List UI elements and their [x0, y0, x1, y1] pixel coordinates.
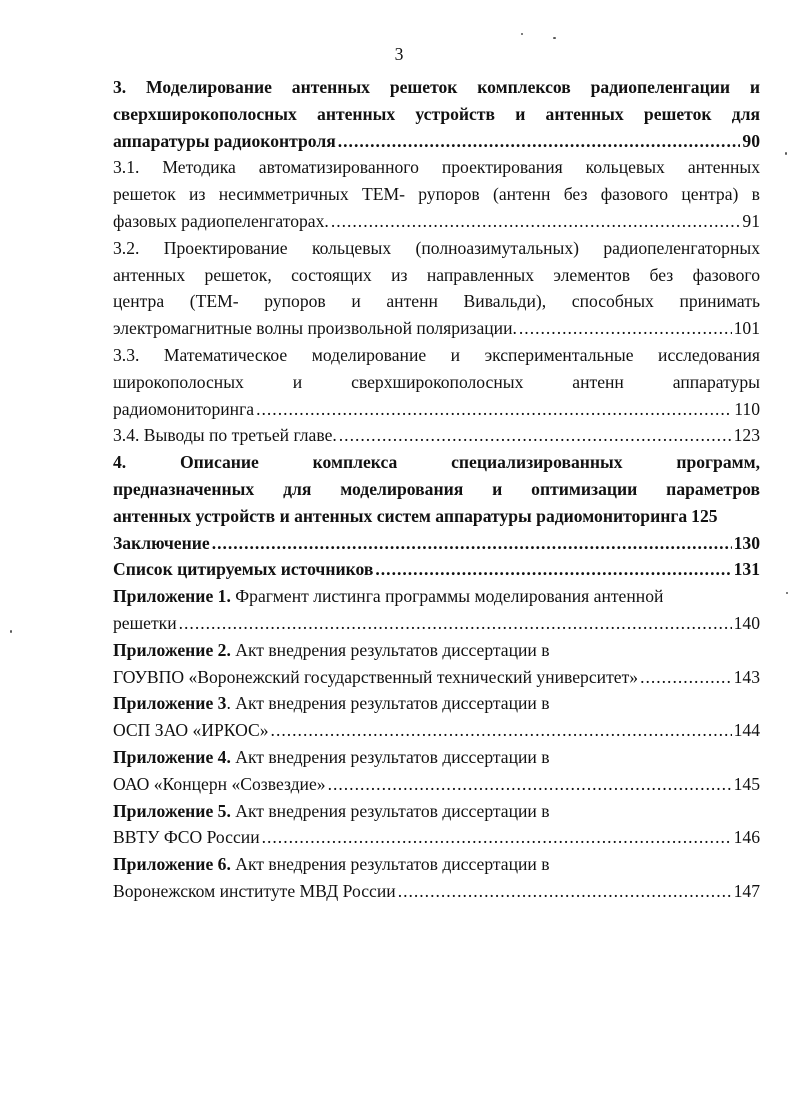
dot-leader — [328, 771, 732, 798]
scan-speck — [786, 592, 788, 594]
toc-entry-appendix-3[interactable] — [113, 690, 760, 744]
toc-line: 4. Описание комплекса специализированных программ, — [113, 452, 760, 473]
toc-page-number: 90 — [742, 130, 760, 151]
toc-line: ВВТУ ФСО России — [113, 827, 260, 848]
toc-line — [113, 851, 760, 878]
toc-entry-appendix-5[interactable] — [113, 798, 760, 852]
toc-line: фазовых радиопеленгаторах. — [113, 210, 329, 231]
dot-leader — [262, 824, 732, 851]
scan-speck — [785, 152, 787, 155]
toc-page-number: 147 — [733, 880, 760, 901]
toc-line: электромагнитные волны произвольной поляризации. — [113, 318, 517, 339]
toc-line: сверхширокополосных антенных устройств и антенных решеток для — [113, 103, 760, 124]
toc-entry-appendix-2[interactable] — [113, 637, 760, 691]
dot-leader — [179, 610, 732, 637]
dot-leader — [339, 422, 732, 449]
toc-entry-appendix-6[interactable] — [113, 851, 760, 905]
toc-leader-line — [113, 503, 760, 530]
toc-page-number: 130 — [733, 532, 760, 553]
toc-line: 3.4. Выводы по третьей главе. — [113, 425, 337, 446]
dot-leader — [338, 128, 741, 155]
dot-leader — [271, 717, 732, 744]
toc-line: ОАО «Концерн «Созвездие» — [113, 773, 326, 794]
toc-line — [113, 583, 760, 610]
toc-line: аппаратуры радиоконтроля — [113, 130, 336, 151]
appendix-title: Акт внедрения результатов диссертации в — [230, 639, 550, 660]
toc-leader-line — [113, 422, 760, 449]
toc-line: 3. Моделирование антенных решеток комплексов радиопеленгации и — [113, 77, 760, 97]
toc-line: 3.1. Методика автоматизированного проектирования кольцевых антенных — [113, 157, 760, 178]
toc-entry-chapter-4[interactable] — [113, 449, 760, 529]
toc-leader-line — [113, 315, 760, 342]
toc-line: Заключение — [113, 532, 210, 553]
toc-leader-line — [113, 128, 760, 155]
toc-leader-line — [113, 208, 760, 235]
toc-page-number: 123 — [733, 425, 760, 446]
toc-line — [113, 637, 760, 664]
appendix-label: Приложение 1. — [113, 586, 231, 607]
toc-line: центра (ТЕМ- рупоров и антенн Вивальди), способных принимать — [113, 291, 760, 312]
toc-line: широкополосных и сверхширокополосных антенн аппаратуры — [113, 371, 760, 392]
toc-leader-line — [113, 771, 760, 798]
dot-leader — [519, 315, 732, 342]
dot-leader — [212, 530, 732, 557]
toc-page-number: 140 — [733, 612, 760, 633]
toc-entry-section-3-1[interactable] — [113, 154, 760, 234]
appendix-label: Приложение 5. — [113, 800, 231, 821]
toc-entry-section-3-3[interactable] — [113, 342, 760, 422]
scan-speck — [10, 630, 12, 633]
appendix-label: Приложение 6. — [113, 854, 231, 875]
toc-page-number: 145 — [733, 773, 760, 794]
appendix-title: . Акт внедрения результатов диссертации в — [226, 693, 550, 714]
appendix-title: Акт внедрения результатов диссертации в — [230, 746, 550, 767]
toc-line: радиомониторинга — [113, 398, 255, 419]
toc-entry-chapter-3[interactable] — [113, 74, 760, 154]
dot-leader — [398, 878, 732, 905]
toc-line: Список цитируемых источников — [113, 559, 374, 580]
toc-line: Воронежском институте МВД России — [113, 880, 396, 901]
toc-page-number: 91 — [742, 210, 760, 231]
dot-leader — [640, 664, 732, 691]
dot-leader — [375, 556, 731, 583]
scan-speck — [553, 37, 556, 39]
toc-page-number: 101 — [733, 318, 760, 339]
toc-line — [113, 744, 760, 771]
toc-page-number: 125 — [691, 505, 718, 526]
appendix-title: Фрагмент листинга программы моделирования антенной — [230, 586, 664, 607]
dot-leader — [256, 396, 732, 423]
toc-line: антенных устройств и антенных систем аппаратуры радиомониторинга — [113, 505, 688, 526]
appendix-title: Акт внедрения результатов диссертации в — [230, 854, 550, 875]
appendix-label: Приложение 3 — [113, 693, 227, 714]
toc-leader-line — [113, 878, 760, 905]
table-of-contents — [113, 74, 760, 905]
toc-entry-section-3-2[interactable] — [113, 235, 760, 342]
scan-speck — [521, 33, 523, 35]
toc-line: антенных решеток, состоящих из направленных элементов без фазового — [113, 264, 760, 285]
toc-line: 3.2. Проектирование кольцевых (полноазимутальных) радиопеленгаторных — [113, 237, 760, 258]
toc-leader-line — [113, 396, 760, 423]
toc-leader-line — [113, 610, 760, 637]
toc-entry-section-3-4[interactable] — [113, 422, 760, 449]
appendix-title: Акт внедрения результатов диссертации в — [230, 800, 550, 821]
toc-leader-line — [113, 530, 760, 557]
toc-leader-line — [113, 824, 760, 851]
toc-line: решетки — [113, 612, 177, 633]
toc-leader-line — [113, 664, 760, 691]
page-number: 3 — [394, 44, 404, 64]
toc-page-number: 110 — [734, 398, 760, 419]
toc-page-number: 146 — [733, 827, 760, 848]
toc-entry-references[interactable] — [113, 556, 760, 583]
toc-leader-line — [113, 717, 760, 744]
toc-entry-conclusion[interactable] — [113, 530, 760, 557]
dot-leader — [331, 208, 741, 235]
toc-page-number: 143 — [733, 666, 760, 687]
toc-line: 3.3. Математическое моделирование и экспериментальные исследования — [113, 344, 760, 365]
toc-line: предназначенных для моделирования и оптимизации параметров — [113, 478, 760, 499]
toc-line: ГОУВПО «Воронежский государственный технический университет» — [113, 666, 639, 687]
toc-entry-appendix-1[interactable] — [113, 583, 760, 637]
toc-page-number: 131 — [733, 559, 760, 580]
toc-line — [113, 690, 760, 717]
toc-line: ОСП ЗАО «ИРКОС» — [113, 720, 269, 741]
toc-entry-appendix-4[interactable] — [113, 744, 760, 798]
appendix-label: Приложение 2. — [113, 639, 231, 660]
toc-line — [113, 798, 760, 825]
toc-leader-line — [113, 556, 760, 583]
appendix-label: Приложение 4. — [113, 746, 231, 767]
toc-line: решеток из несимметричных ТЕМ- рупоров (антенн без фазового центра) в — [113, 184, 760, 205]
toc-page-number: 144 — [733, 720, 760, 741]
